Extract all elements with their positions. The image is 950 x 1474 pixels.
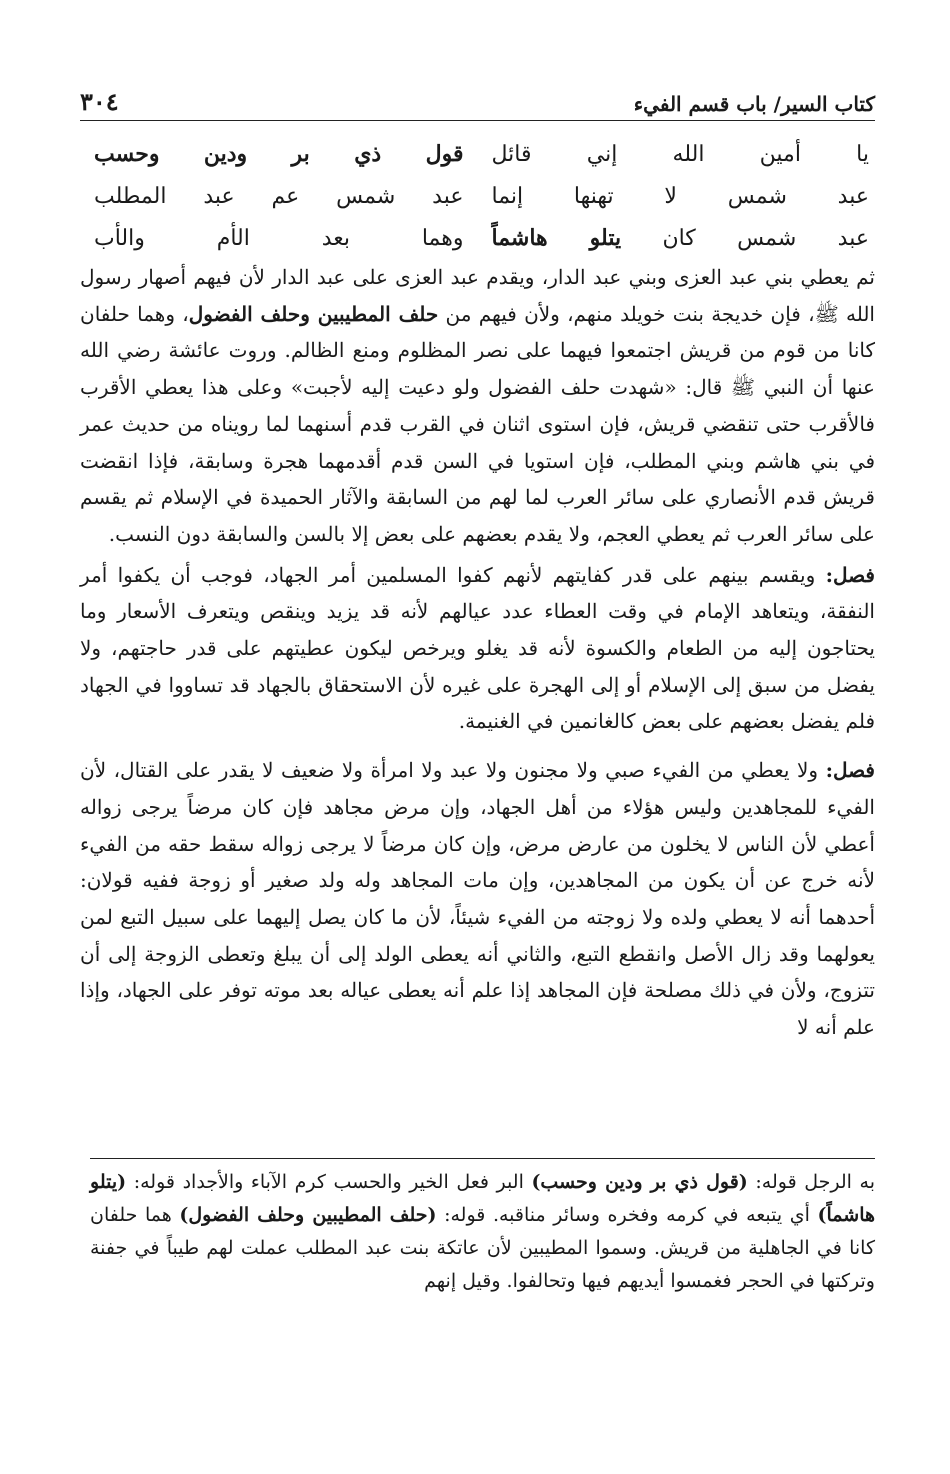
main-text [80,259,875,1046]
verse-second-hemistich: قول ذي بر ودين وحسب [94,141,464,167]
section-paragraph: فصل: ولا يعطي من الفيء صبي ولا مجنون ولا عبد ولا امرأة ولا ضعيف لا يقدر على القتال، لأن الفيء للمجاهدين وليس هؤلاء من أهل الجهاد، وإن مرض مجاهد فإن كان مرضاً يرجى زواله أعطي لأن الناس لا يخلون من عارض مرض، وإن كان مرضاً لا يرجى زواله سقط حقه من الفيء لأنه خرج عن أن يكون من المجاهدين، وإن مات المجاهد وله ولد صغير أو زوجة ففيه قولان: أحدهما أنه لا يعطي ولده ولا زوجته من الفيء شيئاً، لأن ما كان يصل إليهما على سبيل التبع لمن يعولهما وقد زال الأصل وانقطع التبع، والثاني أنه يعطى الولد إلى أن يبلغ وتعطى الزوجة إلى أن تتزوج، ولأن في ذلك مصلحة فإن المجاهد إذا علم أنه يعطى عياله بعد موته توفر على الجهاد، وإذا علم أنه لا [80,758,875,1040]
section-label: فصل: [825,758,875,783]
book-page [80,78,875,1046]
poem [80,133,875,259]
paragraph: ثم يعطي بني عبد العزى وبني عبد الدار، ويقدم عبد العزى على عبد الدار لأن فيهم أصهار رسول الله ﷺ، فإن خديجة بنت خويلد منهم، ولأن فيهم من حلف المطيبين وحلف الفضول، وهما حلفان كانا من قوم من قريش اجتمعوا فيهما على نصر المظلوم ومنع الظالم. وروت عائشة رضي الله عنها أن النبي ﷺ قال: «شهدت حلف الفضول ولو دعيت إليه لأجبت» وعلى هذا يعطي الأقرب فالأقرب حتى تنقضي قريش، فإن استوى اثنان في القرب قدم أسنهما لما رويناه من حديث عمر في بني هاشم وبني المطلب، فإن استويا في السن قدم أقدمهما هجرة وسابقة، فإذا انقضت قريش قدم الأنصاري على سائر العرب لما لهم من السابقة والآثار الحميدة في الإسلام ثم يقسم على سائر العرب ثم يعطي العجم، ولا يقدم بعضهم على بعض إلا بالسن والسابقة دون النسب. [80,265,875,546]
footnote-divider [90,1158,875,1159]
footnotes [90,1166,875,1298]
page-number: ٣٠٤ [80,87,119,116]
verse-second-hemistich: عبد شمس عم عبد المطلب [94,183,464,209]
page-header [80,78,875,121]
poem-verse [80,133,875,175]
section-paragraph: فصل: ويقسم بينهم على قدر كفايتهم لأنهم كفوا المسلمين أمر الجهاد، فوجب أن يكفوا أمر النفقة، ويتعاهد الإمام في وقت العطاء عدد عيالهم لأنه قد يزيد وينقص ويتعرف الأسعار وما يحتاجون إليه من الطعام والكسوة لأنه قد يغلو ويرخص ليكون عطيتهم على قدر حاجتهم، ولا يفضل من سبق إلى الإسلام أو إلى الهجرة على غيره لأن الاستحقاق بالجهاد قد تساووا في الجهاد فلم يفضل بعضهم على بعض كالغانمين في الغنيمة. [80,562,875,734]
poem-verse [80,217,875,259]
verse-first-hemistich: عبد شمس كان يتلو هاشماً [491,225,869,251]
verse-first-hemistich: عبد شمس لا تهنها إنما [491,183,869,209]
poem-verse [80,175,875,217]
footnote-text: به الرجل قوله: (قول ذي بر ودين وحسب) البر فعل الخير والحسب كرم الآباء والأجداد قوله: (يتلو هاشماً) أي يتبعه في كرمه وفخره وسائر مناقبه. قوله: (حلف المطيبين وحلف الفضول) هما حلفان كانا في الجاهلية من قريش. وسموا المطيبين لأن عاتكة بنت عبد المطلب عملت لهم طيباً في جفنة وتركتها في الحجر فغمسوا أيديهم فيها وتحالفوا. وقيل إنهم [90,1171,876,1292]
section-label: فصل: [825,562,875,587]
verse-first-hemistich: يا أمين الله إني قائل [491,141,869,167]
running-head: كتاب السير/ باب قسم الفيء [633,92,875,116]
verse-second-hemistich: وهما بعد الأم والأب [94,225,464,251]
